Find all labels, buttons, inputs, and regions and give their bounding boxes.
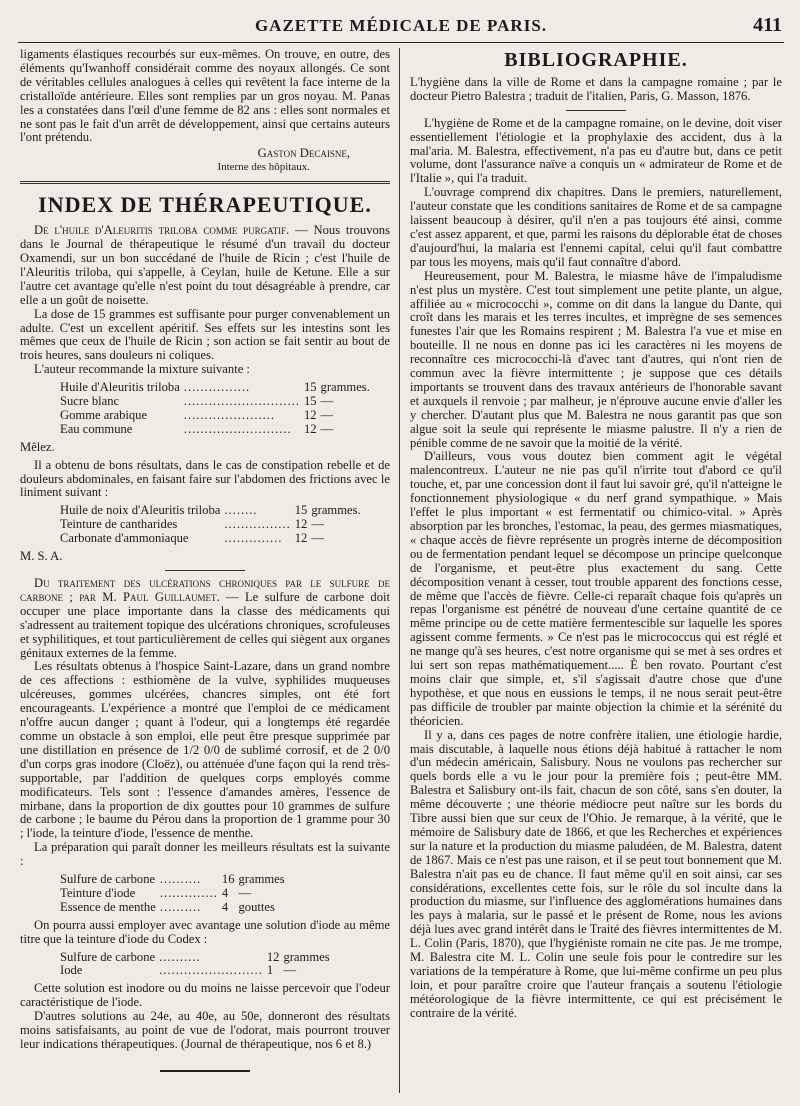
recipe-tail: Mêlez.: [20, 439, 55, 454]
left-column: [20, 48, 390, 1072]
column-divider: [399, 48, 400, 1093]
recipe-table-2: [60, 504, 365, 546]
paragraph: Cette solution est inodore ou du moins ne laisse percevoir que l'odeur caractéristique de l'iode.: [20, 981, 390, 1010]
recipe-dots: ..............: [224, 531, 283, 546]
paragraph-lead: Du traitement des ulcérations chroniques par le sulfure de carbone ; par M. Paul Guillaumet.: [20, 576, 390, 604]
review-body: [410, 117, 782, 1021]
recipe-item: Huile de noix d'Aleuritis triloba: [60, 503, 221, 518]
end-rule: [160, 1070, 250, 1072]
paragraph: L'auteur recommande la mixture suivante :: [34, 362, 250, 377]
recipe-row: [60, 409, 374, 423]
paragraph: Il a obtenu de bons résultats, dans le cas de constipation rebelle et de douleurs abdominales, en faisant faire sur l'abdomen des frictions avec le liniment suivant :: [20, 457, 390, 500]
recipe-dots: ..........: [159, 899, 202, 914]
paragraph: D'autres solutions au 24e, au 40e, au 50e, donneront des résultats moins satisfaisants, au point de vue de l'odorat, mais pourront trouver leur indications thérapeutiques. (Journal de thérapeutique, nos 6 et 8.): [20, 1009, 390, 1051]
book-citation: L'hygiène dans la ville de Rome et dans la campagne romaine ; par le docteur Pietro Balestra ; traduit de l'italien, Paris, G. Masson, 1876.: [410, 74, 782, 103]
recipe-unit: —: [283, 963, 297, 978]
review-paragraph: Il y a, dans ces pages de notre confrère italien, une étiologie hardie, mais discutable, à laquelle nous étions déjà habitué à rattacher le nom d'un médecin américain, Salisbury. Nous ne voulons pas rechercher sur quels bords elle a vu le jour pour la première fois ; peut-être MM. Balestra et Salisbury ont-ils fait, chacun de son côté, sans s'en douter, la même découverte ; une théorie médiocre peut naître sur les bords du Tibre aussi bien que sur ceux de l'Ohio. Je remarque, à la vérité, que le mémoire de Salisbury date de 1866, et que les Recherches et expériences sur la nature et la production du miasme paludéen, de M. Balestra, datent de 1867. Mais ce n'est pas une raison, et il se peut tout bonnement que M. Balestra n'ait pas eu de chance. Il faut même qu'il en soit ainsi, car ses considérations, excellentes cette fois, sur le rôle du sol inculte dans la production du miasme, sur l'influence des agglomérations humaines dans les pays à malaria, sur le passé et le présent de Rome, nous les avions déjà lues avec grand intérêt dans le Traité des fièvres intermittentes de M. L. Colin (Paris, 1870), que l'hygiéniste romain ne cite pas. Je me trompe, M. Balestra cite M. L. Colin une seule fois pour le contredire sur les variations de la température à Rome, que lui-même confirme un peu plus loin, et pour paraître croire que l'auteur français a soutenu l'étiologie météorologique de la fièvre intermittente, ce qui est précisément le contraire de la vérité.: [410, 727, 782, 1020]
running-head: [18, 6, 784, 43]
review-paragraph: L'ouvrage comprend dix chapitres. Dans le premiers, naturellement, l'auteur constate que les conditions sanitaires de Rome et de sa campagne laissent beaucoup à désirer, qu'il n'en a pas toujours été ainsi, comme c'est assez apparent, et que, parmi les raisons du déplorable état de choses d'aujourd'hui, la malaria est l'ennemi capital, celui qu'il faut combattre par tous les moyens, mais qu'il faut connaître d'abord.: [410, 185, 782, 269]
section-separator: [20, 181, 390, 184]
recipe-item: Huile d'Aleuritis triloba: [60, 380, 180, 395]
recipe-unit: gouttes: [238, 899, 275, 914]
recipe-qty: 15: [303, 394, 317, 409]
recipe-qty: 4: [221, 899, 229, 914]
recipe-dots: ..........: [159, 872, 202, 887]
recipe-unit: grammes.: [320, 380, 370, 395]
recipe-qty: 4: [221, 885, 229, 900]
recipe-dots: ................: [183, 380, 251, 395]
paragraph: On pourra aussi employer avec avantage une solution d'iode au même titre que la teinture d'iode du Codex :: [20, 917, 390, 946]
recipe-unit: —: [238, 885, 252, 900]
author-signature: Gaston Decaisne,: [257, 146, 350, 161]
paragraph: La préparation qui paraît donner les meilleurs résultats est la suivante :: [20, 840, 390, 869]
recipe-item: Sulfure de carbone: [60, 872, 156, 887]
recipe-dots: ........: [224, 503, 258, 518]
right-column: [410, 48, 782, 1021]
recipe-tail: M. S. A.: [20, 549, 63, 564]
citation-separator: [566, 110, 626, 111]
recipe-item: Carbonate d'ammoniaque: [60, 531, 189, 546]
recipe-qty: 16: [221, 872, 235, 887]
recipe-unit: —: [311, 517, 324, 532]
recipe-unit: —: [311, 531, 324, 546]
paragraph: La dose de 15 grammes est suffisante pour purger convenablement un adulte. C'est un excellent apéritif. Ses effets sur les intestins sont les mêmes que ceux de l'huile de Ricin ; son action se fait sentir au bout de trois heures, sans douleurs ni coliques.: [20, 306, 390, 363]
section-title-bibliography: BIBLIOGRAPHIE.: [504, 49, 688, 71]
recipe-unit: —: [320, 394, 334, 409]
recipe-unit: —: [320, 407, 334, 422]
section-title-therapeutics: INDEX DE THÉRAPEUTIQUE.: [38, 192, 372, 218]
recipe-unit: grammes.: [311, 503, 361, 518]
recipe-table-3: [60, 873, 289, 915]
recipe-qty: 12: [294, 531, 308, 546]
paragraph: Les résultats obtenus à l'hospice Saint-Lazare, dans un grand nombre de ces affections : esthiomène de la vulve, syphilides muqueuses ulcéreuses, gommes ulcérées, chancres simples, ont été fort encourageants. L'expérience a montré que l'emploi de ce médicament n'offre aucun danger ; quant à l'odeur, qui a longtemps été regardée comme un obstacle à son emploi, elle peut être presque supprimée par une distillation en présence de 1/2 0/0 de sublimé corrosif, et de 2 0/0 d'un corps gras inodore (Cloëz), ou atténuée d'une façon qui la rend très-supportable, par l'addition de quelques corps employés comme modificateurs. Tels sont : l'essence d'amandes amères, l'essence de mirbane, dans la proportion de dix gouttes pour 10 grammes de sulfure de carbone ; le baume du Pérou dans la proportion de 1 gramme pour 30 ; l'iode, la teinture d'iode, l'essence de menthe.: [20, 659, 390, 841]
review-paragraph: L'hygiène de Rome et de la campagne romaine, on le devine, doit viser essentiellement l'étiologie et la prophylaxie des accident, dus à la mal'aria. M. Balestra, effectivement, n'a pas eu d'autre but, dans ce petit volume, dont l'assurance naïve a conquis un « admirateur de Rome et de l'Italie », qui l'a traduit.: [410, 115, 782, 186]
recipe-row: [60, 381, 374, 395]
recipe-qty: 1: [266, 963, 274, 978]
recipe-dots: ............................: [183, 394, 300, 409]
recipe-table-1: [60, 381, 374, 437]
recipe-dots: .........................: [159, 963, 263, 978]
recipe-qty: 15: [303, 380, 317, 395]
recipe-row: [60, 901, 289, 915]
recipe-row: [60, 532, 365, 546]
recipe-row: [60, 873, 289, 887]
recipe-item: Sulfure de carbone: [60, 949, 156, 964]
paragraph-separator: [165, 570, 245, 571]
recipe-row: [60, 423, 374, 437]
recipe-qty: 15: [294, 503, 308, 518]
recipe-unit: grammes: [238, 872, 285, 887]
recipe-item: Teinture de cantharides: [60, 517, 178, 532]
recipe-qty: 12: [294, 517, 308, 532]
recipe-row: [60, 518, 365, 532]
paragraph-aleuritis: De l'huile d'Aleuritis triloba comme purgatif. — Nous trouvons dans le Journal de thérapeutique le résumé d'un travail du docteur Oxamendi, sur un bon succédané de l'huile de Ricin ; c'est l'huile de l'Aleuritis triloba, qui s'appelle, à Ceylan, huile de Ketune. Elle a sur l'autre cet avantage qu'elle n'est point du tout désagréable à prendre, car elle a un goût de noisette.: [20, 223, 390, 307]
recipe-row: [60, 964, 334, 978]
recipe-item: Iode: [60, 963, 83, 978]
recipe-dots: ..............: [159, 885, 218, 900]
recipe-dots: ..........................: [183, 421, 292, 436]
recipe-unit: —: [320, 421, 334, 436]
author-role: Interne des hôpitaux.: [217, 161, 310, 174]
recipe-item: Teinture d'iode: [60, 885, 136, 900]
page-number: 411: [753, 14, 782, 36]
recipe-item: Sucre blanc: [60, 394, 120, 409]
recipe-unit: grammes: [283, 949, 330, 964]
recipe-row: [60, 951, 334, 965]
recipe-table-4: [60, 951, 334, 979]
recipe-row: [60, 504, 365, 518]
paragraph-sulfure: Du traitement des ulcérations chroniques par le sulfure de carbone ; par M. Paul Guillaumet. — Le sulfure de carbone doit occuper une place importante dans la classe des médicaments qui s'adressent au traitement topique des ulcérations chroniques, scrofuleuses et syphilitiques, et tout particulièrement de celles qui siègent aux organes génitaux externes de la femme.: [20, 576, 390, 660]
recipe-dots: ..........: [159, 949, 201, 964]
recipe-dots: ................: [224, 517, 291, 532]
journal-title: GAZETTE MÉDICALE DE PARIS.: [254, 16, 548, 35]
article-continuation: ligaments élastiques recourbés sur eux-mêmes. On trouve, en outre, des éléments qu'Iwanhoff considérait comme des noyaux allongés. Ce sont de véritables cellules analogues à celles qui revêtent la face interne de la cristalloïde antérieure. Elles sont remplies par un gros noyau. M. Panas les a constatées dans l'œil d'une femme de 82 ans : elles sont normales et ne sont pas le fait d'un arrêt de développement, ainsi que certains auteurs l'ont prétendu.: [20, 47, 390, 145]
recipe-item: Eau commune: [60, 421, 133, 436]
paragraph-lead: De l'huile d'Aleuritis triloba comme purgatif.: [34, 223, 290, 238]
recipe-item: Essence de menthe: [60, 899, 156, 914]
recipe-item: Gomme arabique: [60, 407, 148, 422]
review-paragraph: D'ailleurs, vous vous doutez bien comment agit le végétal malencontreux. L'auteur ne nie pas qu'il n'irrite tout d'abord ce qu'il touche, et, par une concession dont il faut lui savoir gré, qu'il n'atteigne le fonctionnement physiologique « du nerf grand sympathique. » Mais l'effet le plus important « est fermentatif ou chimico-vital. » Après absorption par les bronches, l'estomac, la peau, des germes miasmatiques, « chaque accès de fièvre représente un progrès interne de décomposition ou de fermentation pendant lequel se décompose un principe quelconque de l'organisme, et peut-être plus exactement du sang. Cette décomposition venant à cesser, tout trouble apparent des fonctions cesse, de même que l'accès de fièvre. Celle-ci reparaît chaque fois qu'après un repas l'organisme est pénétré de nouveau d'une certaine quantité de ce même principe ou de cette matière fermentescible sur laquelle les spores agissent comme ferments. » Ce n'est pas le micrococcus qui est réglé et ne mange qu'à ses heures, c'est notre organisme qui se met à ses ordres et lui sert son repas mathématiquement..... È ben rovato. Pourtant c'est moins clair que simple, et, s'il s'agissait d'autre chose que d'une hypothèse, et que nous en eussions le temps, il ne nous serait peut-être pas difficile de troubler par mainte objection la chimie et la sérénité du théoricien.: [410, 449, 782, 728]
recipe-qty: 12: [266, 949, 280, 964]
review-paragraph: Heureusement, pour M. Balestra, le miasme hâve de l'impaludisme n'est plus un mystère. C'est tout simplement une petite plante, un algue, affiliée au « micrococchi », comme on dit dans la langue du Dante, qui croît dans les marais et les terres incultes, et imprègne de ses semences funestes l'air que les Romains respirent ; M. Balestra l'a vue et mise en bouteille. Il ne nous en donne pas ici les caractères ni les moyens de reconnaître ces micrococchi-là d'avec tant d'autres, qui n'ont rien de commun avec la fièvre intermittente ; je suppose que ces détails importants se trouvent dans des travaux antérieurs de l'honorable savant et auxquels il renvoie ; par malheur, je n'éprouve aucune envie d'aller les y chercher. D'autant plus que M. Balestra ne nous garantit pas que son algue soit la seule qui représente le miasme palustre. Il n'y a rien de pénible comme de ne savoir que la moitié de la vérité.: [410, 268, 782, 450]
recipe-dots: ......................: [183, 407, 276, 422]
recipe-row: [60, 887, 289, 901]
recipe-row: [60, 395, 374, 409]
recipe-qty: 12: [303, 407, 317, 422]
recipe-qty: 12: [303, 421, 317, 436]
